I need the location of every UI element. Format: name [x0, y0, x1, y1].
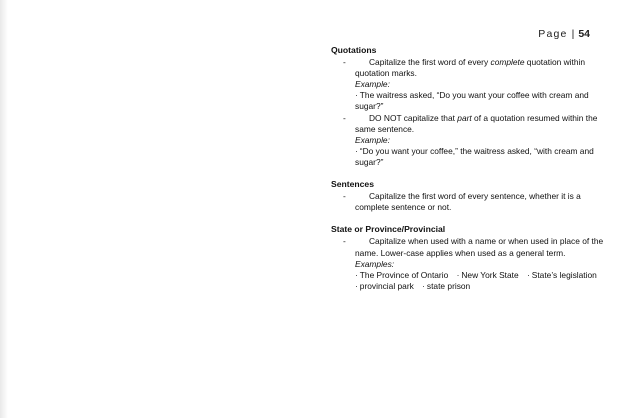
- example-block: [331, 79, 606, 112]
- rule-item: [331, 191, 606, 213]
- dash-marker: -: [343, 191, 346, 202]
- example-block: [331, 135, 606, 168]
- rule-text-part: of a quotation resumed within the same sentence.: [355, 112, 598, 134]
- dash-marker: -: [343, 236, 346, 247]
- bullet-marker: ·: [456, 269, 460, 280]
- section-title: Sentences: [331, 179, 374, 190]
- rule-text-part: DO NOT capitalize that: [369, 112, 458, 123]
- rule-text: Capitalize the first word of every sentence, whether it is a complete sentence or not.: [355, 191, 581, 213]
- section-sentences: [331, 179, 606, 213]
- document-content: [331, 45, 606, 303]
- rule-text-emphasis: complete: [490, 57, 525, 68]
- page-edge-shadow: [0, 0, 8, 418]
- bullet-marker: ·: [422, 280, 425, 291]
- bullet-marker: ·: [355, 145, 358, 156]
- rule-text: [355, 57, 606, 79]
- example-label: Examples:: [355, 258, 395, 269]
- rule-text: [355, 113, 606, 135]
- bullet-marker: ·: [355, 280, 358, 291]
- bullet-marker: ·: [526, 269, 530, 280]
- example-term: The Province of Ontario: [359, 269, 449, 280]
- page-header: [538, 28, 590, 40]
- dash-marker: -: [343, 112, 346, 123]
- section-quotations: [331, 45, 606, 168]
- section-title: Quotations: [331, 45, 377, 55]
- rule-text: Capitalize when used with a name or when used in place of the name. Lower-case applies when used as a general term.: [355, 236, 604, 258]
- example-term: State’s legislation: [531, 269, 597, 280]
- example-term: New York State: [461, 269, 519, 280]
- examples-row: [355, 281, 606, 292]
- bullet-marker: ·: [355, 90, 358, 101]
- example-label: Example:: [355, 79, 390, 90]
- example-text: [355, 90, 606, 112]
- example-term: provincial park: [359, 280, 414, 291]
- example-block: [331, 259, 606, 292]
- example-sentence: The waitress asked, “Do you want your coffee with cream and sugar?”: [355, 90, 589, 112]
- rule-item: [331, 57, 606, 79]
- section-title: State or Province/Provincial: [331, 224, 446, 235]
- examples-row: [355, 270, 606, 281]
- rule-text-part: Capitalize the first word of every: [369, 57, 491, 68]
- example-text: [355, 146, 606, 168]
- page-separator: |: [571, 28, 575, 40]
- rule-text-emphasis: part: [457, 112, 472, 123]
- rule-item: [331, 113, 606, 135]
- bullet-marker: ·: [355, 269, 358, 280]
- rule-text-part: quotation within quotation marks.: [355, 57, 586, 79]
- example-label: Example:: [355, 134, 390, 145]
- example-sentence: “Do you want your coffee,” the waitress asked, “with cream and sugar?”: [355, 145, 594, 167]
- section-state-province: [331, 224, 606, 292]
- example-term: state prison: [426, 280, 471, 291]
- dash-marker: -: [343, 57, 346, 68]
- page-label: Page: [538, 28, 568, 40]
- rule-item: [331, 236, 606, 258]
- page-number: 54: [578, 28, 590, 40]
